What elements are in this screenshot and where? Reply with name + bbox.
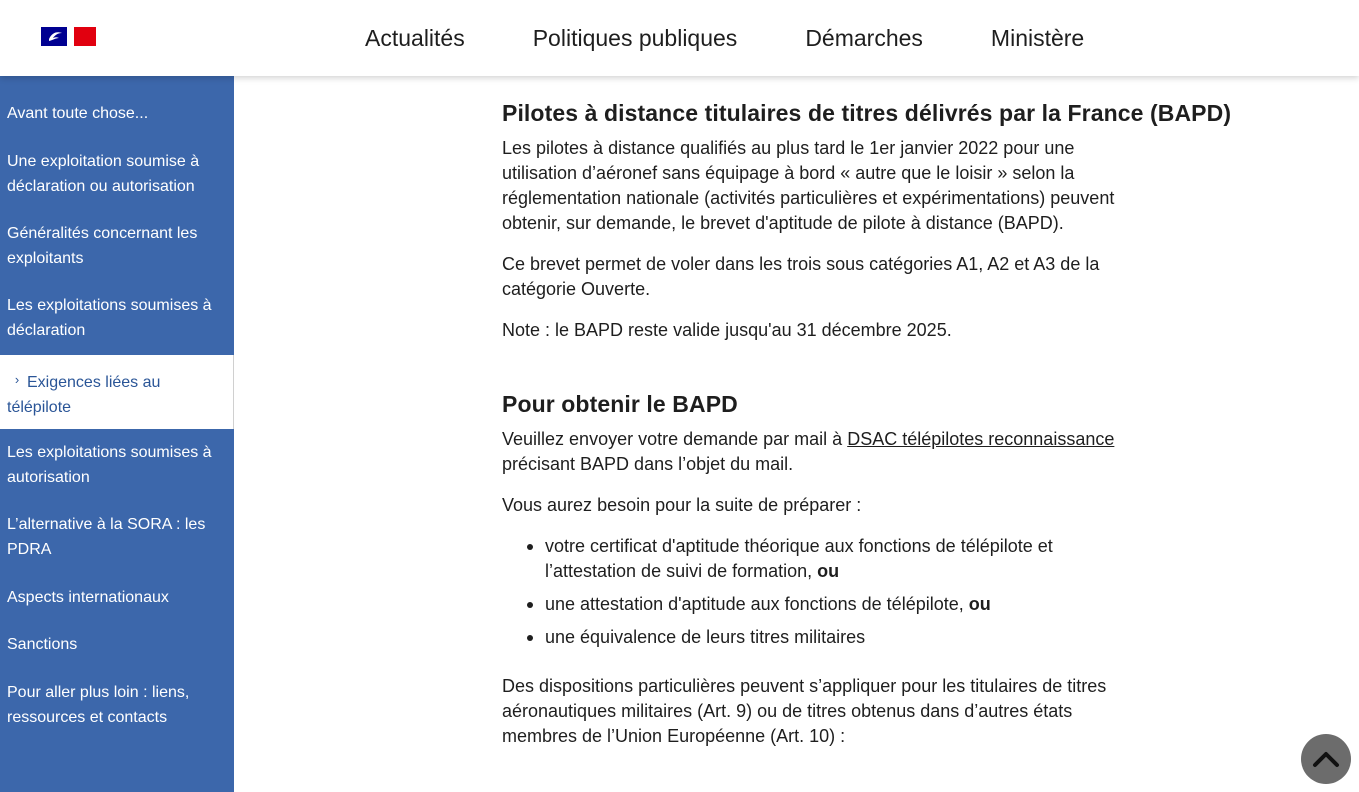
list-item — [526, 534, 1126, 584]
requirements-list — [526, 534, 1126, 650]
nav-ministere[interactable]: Ministère — [990, 24, 1085, 51]
marianne-icon — [47, 29, 63, 43]
nav-actualites[interactable]: Actualités — [365, 24, 465, 51]
main-nav — [331, 0, 1118, 76]
marianne-flag-logo[interactable] — [41, 27, 96, 46]
back-to-top-button[interactable] — [1301, 734, 1351, 784]
list-item — [526, 592, 1126, 617]
paragraph-bapd-intro: Les pilotes à distance qualifiés au plus tard le 1er janvier 2022 pour une utilisation d’aéronef sans équipage à bord « autre que le loisir » selon la réglementation nationale (activités particulières et expérimentations) peuvent obtenir, sur demande, le brevet d'aptitude de pilote à distance (BAPD). — [502, 138, 1115, 233]
nav-demarches[interactable]: Démarches — [805, 24, 923, 51]
section-title-obtenir-bapd: Pour obtenir le BAPD — [502, 391, 738, 417]
sidebar-item-generalites[interactable] — [0, 221, 234, 271]
sidebar-item-aspects-internationaux[interactable] — [0, 585, 234, 610]
site-header — [0, 0, 1359, 76]
list-item-text: votre certificat d'aptitude théorique aux fonctions de télépilote et l’attestation de suivi de formation, — [545, 536, 1053, 581]
list-item-text: une équivalence de leurs titres militaires — [545, 627, 866, 647]
paragraph-special-provisions: Des dispositions particulières peuvent s’appliquer pour les titulaires de titres aéronautiques militaires (Art. 9) ou de titres obtenus dans d’autres états membres de l’Union Européenne (Art. 10) : — [502, 676, 1107, 746]
sidebar-item-label: Sanctions — [7, 636, 78, 653]
sidebar — [0, 76, 234, 792]
chevron-up-icon — [1312, 750, 1340, 768]
dsac-telepilotes-link[interactable]: DSAC télépilotes reconnaissance — [847, 429, 1115, 449]
section-title-bapd: Pilotes à distance titulaires de titres délivrés par la France (BAPD) — [502, 100, 1232, 126]
sidebar-item-label: Généralités concernant les exploitants — [7, 225, 198, 267]
sidebar-item-label: Une exploitation soumise à déclaration ou autorisation — [7, 153, 200, 195]
flag-red-band — [74, 27, 96, 46]
paragraph-bapd-categories: Ce brevet permet de voler dans les trois sous catégories A1, A2 et A3 de la catégorie Ouverte. — [502, 254, 1100, 299]
sidebar-item-pour-aller-plus-loin[interactable] — [0, 680, 234, 730]
sidebar-item-exigences-telepilote[interactable] — [0, 355, 234, 429]
send-request-text: Veuillez envoyer votre demande par mail à — [502, 429, 848, 449]
flag-white-band — [67, 27, 74, 46]
sidebar-item-exploitation-soumise[interactable] — [0, 149, 234, 199]
paragraph-bapd-note: Note : le BAPD reste valide jusqu'au 31 décembre 2025. — [502, 320, 952, 340]
sidebar-item-declaration[interactable] — [0, 293, 234, 343]
sidebar-item-label: Les exploitations soumises à déclaration — [7, 297, 212, 339]
sidebar-item-sanctions[interactable] — [0, 632, 234, 657]
list-item-bold: ou — [817, 561, 840, 581]
paragraph-send-request — [502, 427, 1142, 477]
sidebar-item-label: Pour aller plus loin : liens, ressources et contacts — [7, 684, 190, 726]
sidebar-item-pdra[interactable] — [0, 512, 234, 562]
chevron-right-icon: › — [14, 372, 20, 387]
list-item — [526, 625, 1126, 650]
nav-politiques-publiques[interactable]: Politiques publiques — [532, 24, 738, 51]
sidebar-item-label: L’alternative à la SORA : les PDRA — [7, 516, 206, 558]
paragraph-prepare: Vous aurez besoin pour la suite de préparer : — [502, 495, 862, 515]
sidebar-item-label: Exigences liées au télépilote — [7, 374, 161, 416]
sidebar-item-label: Aspects internationaux — [7, 589, 169, 606]
sidebar-item-label: Les exploitations soumises à autorisation — [7, 444, 212, 486]
send-request-text-end: précisant BAPD dans l’objet du mail. — [502, 454, 794, 474]
list-item-text: une attestation d'aptitude aux fonctions de télépilote, — [545, 594, 969, 614]
sidebar-item-avant-toute-chose[interactable] — [0, 101, 234, 126]
sidebar-item-label: Avant toute chose... — [7, 105, 149, 122]
list-item-bold: ou — [968, 594, 991, 614]
flag-blue-band — [41, 27, 67, 46]
sidebar-item-autorisation[interactable] — [0, 440, 234, 490]
